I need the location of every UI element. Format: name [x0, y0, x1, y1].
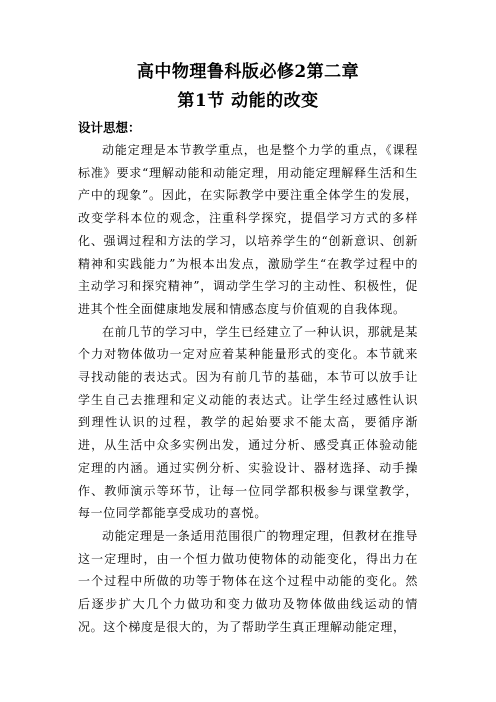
- paragraph: 动能定理是本节教学重点，也是整个力学的重点，《课程标准》要求“理解动能和动能定理，用动能定理解释生活和生产中的现象”。因此，在实际教学中要注重全体学生的发展，改变学科本位的观念，注重科学探究，提倡学习方式的多样化、强调过程和方法的学习，以培养学生的“创新意识、创新精神和实践能力”为根本出发点，激励学生“在教学过程中的主动学习和探究精神”，调动学生学习的主动性、积极性，促进其个性全面健康地发展和情感态度与价值观的自我体现。: [78, 143, 418, 316]
- section-title: 第1节 动能的改变: [177, 91, 319, 111]
- document-body: [78, 139, 418, 638]
- paragraph: 在前几节的学习中，学生已经建立了一种认识，那就是某个力对物体做功一定对应着某种能量形式的变化。本节就来寻找动能的表达式。因为有前几节的基础，本节可以放手让学生自己去推理和定义动能的表达式。让学生经过感性认识到理性认识的过程，教学的起始要求不能太高，要循序渐进，从生活中众多实例出发，通过分析、感受真正体验动能定理的内涵。通过实例分析、实验设计、器材选择、动手操作、教师演示等环节，让每一位同学都积极参与课堂教学，每一位同学都能享受成功的喜悦。: [78, 324, 418, 521]
- document-title: 高中物理鲁科版必修2第二章: [136, 62, 360, 82]
- design-idea-heading: 设计思想：: [78, 120, 141, 135]
- paragraph: 动能定理是一条适用范围很广的物理定理，但教材在推导这一定理时，由一个恒力做功使物体的动能变化，得出力在一个过程中所做的功等于物体在这个过程中动能的变化。然后逐步扩大几个力做功和变力做功及物体做曲线运动的情况。这个梯度是很大的，为了帮助学生真正理解动能定理，: [78, 528, 418, 634]
